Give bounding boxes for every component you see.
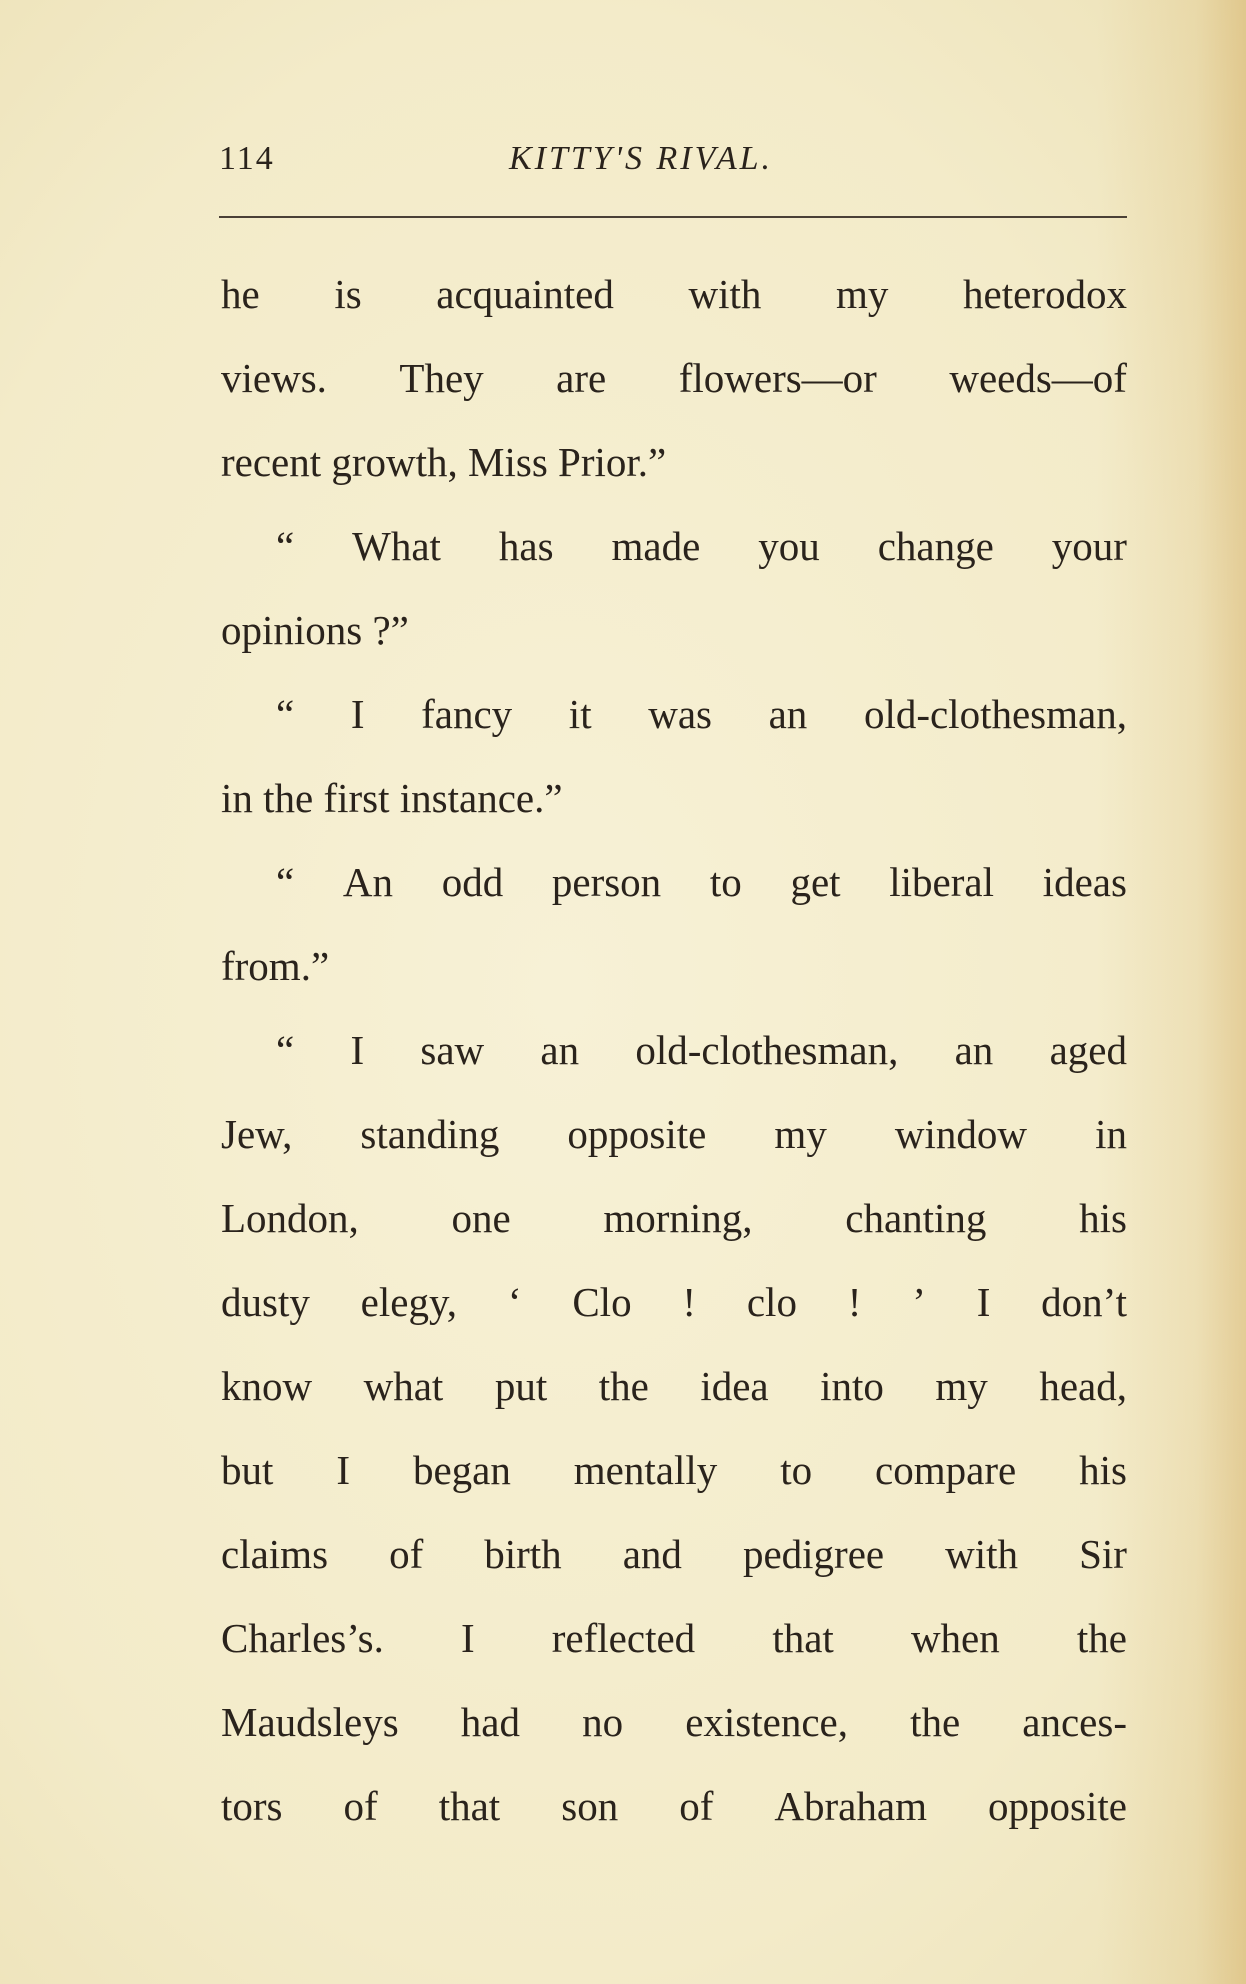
text-line: opinions ?”: [221, 607, 409, 653]
text-line: “ I saw an old-clothesman, an aged: [276, 1027, 1127, 1073]
text-line: dusty elegy, ‘ Clo ! clo ! ’ I don’t: [221, 1279, 1127, 1325]
header-rule: [219, 216, 1127, 218]
text-line: Jew, standing opposite my window in: [221, 1111, 1127, 1157]
text-line: Charles’s. I reflected that when the: [221, 1615, 1127, 1661]
text-line: in the first instance.”: [221, 775, 563, 821]
running-head: [219, 140, 1127, 190]
text-line: claims of birth and pedigree with Sir: [221, 1531, 1127, 1577]
text-line: Maudsleys had no existence, the ances-: [221, 1699, 1127, 1745]
text-line: but I began mentally to compare his: [221, 1447, 1127, 1493]
text-line: he is acquainted with my heterodox: [221, 271, 1127, 317]
text-line: recent growth, Miss Prior.”: [221, 439, 667, 485]
text-line: “ What has made you change your: [276, 523, 1127, 569]
running-title: KITTY'S RIVAL.: [509, 140, 774, 177]
text-line: London, one morning, chanting his: [221, 1195, 1127, 1241]
text-line: tors of that son of Abraham opposite: [221, 1783, 1127, 1829]
text-line: “ An odd person to get liberal ideas: [276, 859, 1127, 905]
text-line: from.”: [221, 943, 330, 989]
body-text: [221, 252, 1127, 1848]
text-line: know what put the idea into my head,: [221, 1363, 1127, 1409]
text-line: “ I fancy it was an old-clothesman,: [276, 691, 1127, 737]
page-number: 114: [219, 140, 275, 177]
text-line: views. They are flowers—or weeds—of: [221, 355, 1127, 401]
